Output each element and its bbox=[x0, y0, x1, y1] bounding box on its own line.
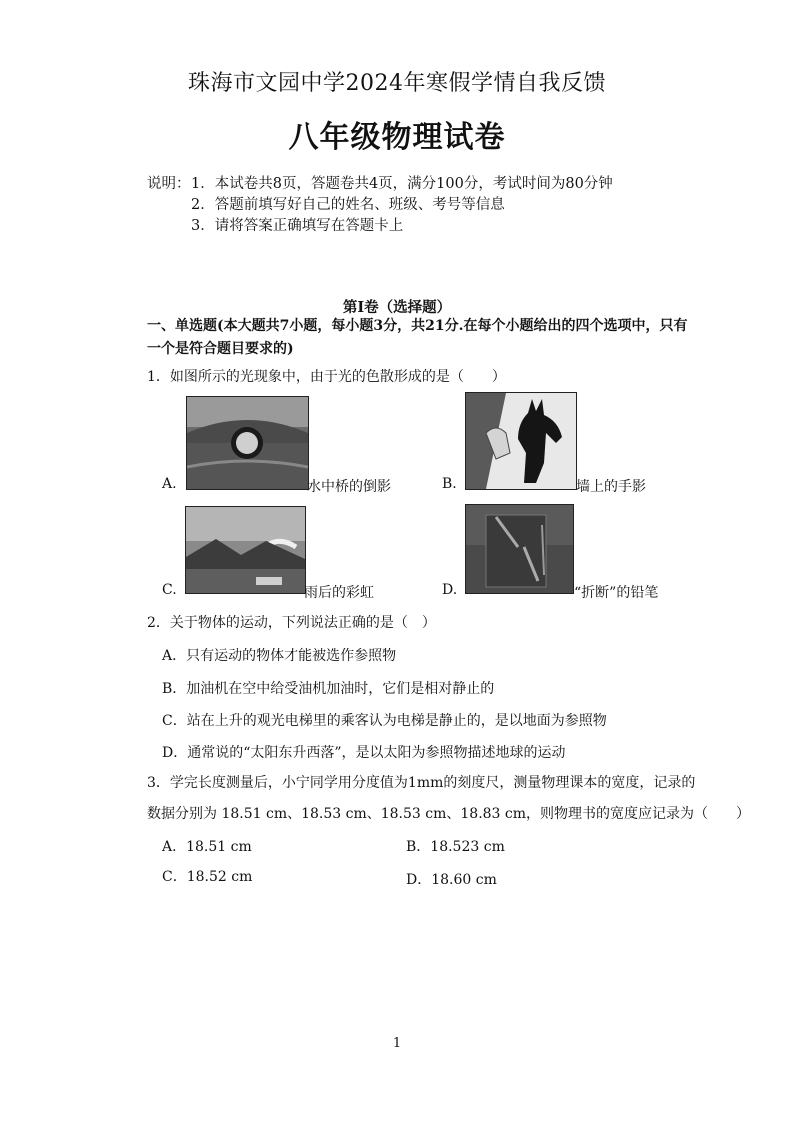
question-1-option-c-letter: C. bbox=[162, 582, 177, 598]
hand-shadow-photo bbox=[465, 392, 577, 490]
question-1-option-c-caption: 雨后的彩虹 bbox=[304, 585, 374, 601]
section-title: 第Ⅰ卷（选择题） bbox=[342, 299, 452, 316]
question-3-option-a: A．18.51 cm bbox=[162, 839, 252, 855]
question-2-option-c: C．站在上升的观光电梯里的乘客认为电梯是静止的，是以地面为参照物 bbox=[162, 713, 607, 729]
question-3-stem-line-1: 3．学完长度测量后，小宁同学用分度值为1mm的刻度尺，测量物理课本的宽度，记录的 bbox=[147, 775, 696, 791]
section-description-line-2: 一个是符合题目要求的) bbox=[147, 341, 294, 357]
question-2-stem: 2．关于物体的运动，下列说法正确的是（ ） bbox=[147, 615, 436, 631]
question-2-option-d: D．通常说的“太阳东升西落”，是以太阳为参照物描述地球的运动 bbox=[162, 745, 566, 761]
question-3-option-b: B．18.523 cm bbox=[406, 839, 505, 855]
page-number: 1 bbox=[392, 1036, 402, 1051]
question-1-option-d-caption: “折断”的铅笔 bbox=[574, 585, 659, 601]
school-title: 珠海市文园中学2024年寒假学情自我反馈 bbox=[188, 71, 606, 96]
question-1-option-b-caption: 墙上的手影 bbox=[576, 479, 646, 495]
question-1-option-a-letter: A. bbox=[162, 476, 177, 492]
question-1-option-a-caption: 水中桥的倒影 bbox=[307, 479, 391, 495]
question-3-option-d: D．18.60 cm bbox=[406, 872, 497, 888]
instruction-item-1: 1．本试卷共8页，答题卷共4页，满分100分，考试时间为80分钟 bbox=[191, 176, 613, 192]
question-1-option-d-letter: D. bbox=[442, 582, 458, 598]
section-description-line-1: 一、单选题(本大题共7小题，每小题3分，共21分.在每个小题给出的四个选项中，只有 bbox=[147, 318, 688, 334]
question-1-stem: 1．如图所示的光现象中，由于光的色散形成的是（ ） bbox=[147, 369, 506, 385]
instruction-item-3: 3．请将答案正确填写在答题卡上 bbox=[191, 218, 404, 234]
bridge-reflection-photo bbox=[186, 396, 309, 490]
broken-pencil-photo bbox=[465, 504, 574, 594]
instruction-item-2: 2．答题前填写好自己的姓名、班级、考号等信息 bbox=[191, 197, 505, 213]
question-1-option-b-letter: B. bbox=[442, 476, 457, 492]
rainbow-photo bbox=[185, 506, 306, 594]
question-2-option-a: A．只有运动的物体才能被选作参照物 bbox=[162, 648, 397, 664]
exam-title: 八年级物理试卷 bbox=[288, 120, 506, 155]
question-3-option-c: C．18.52 cm bbox=[162, 869, 253, 885]
instructions-label: 说明： bbox=[147, 176, 191, 192]
question-2-option-b: B．加油机在空中给受油机加油时，它们是相对静止的 bbox=[162, 681, 495, 697]
question-3-stem-line-2: 数据分别为 18.51 cm、18.53 cm、18.53 cm、18.83 cm，则物理书的宽度应记录为（ ） bbox=[147, 806, 751, 822]
